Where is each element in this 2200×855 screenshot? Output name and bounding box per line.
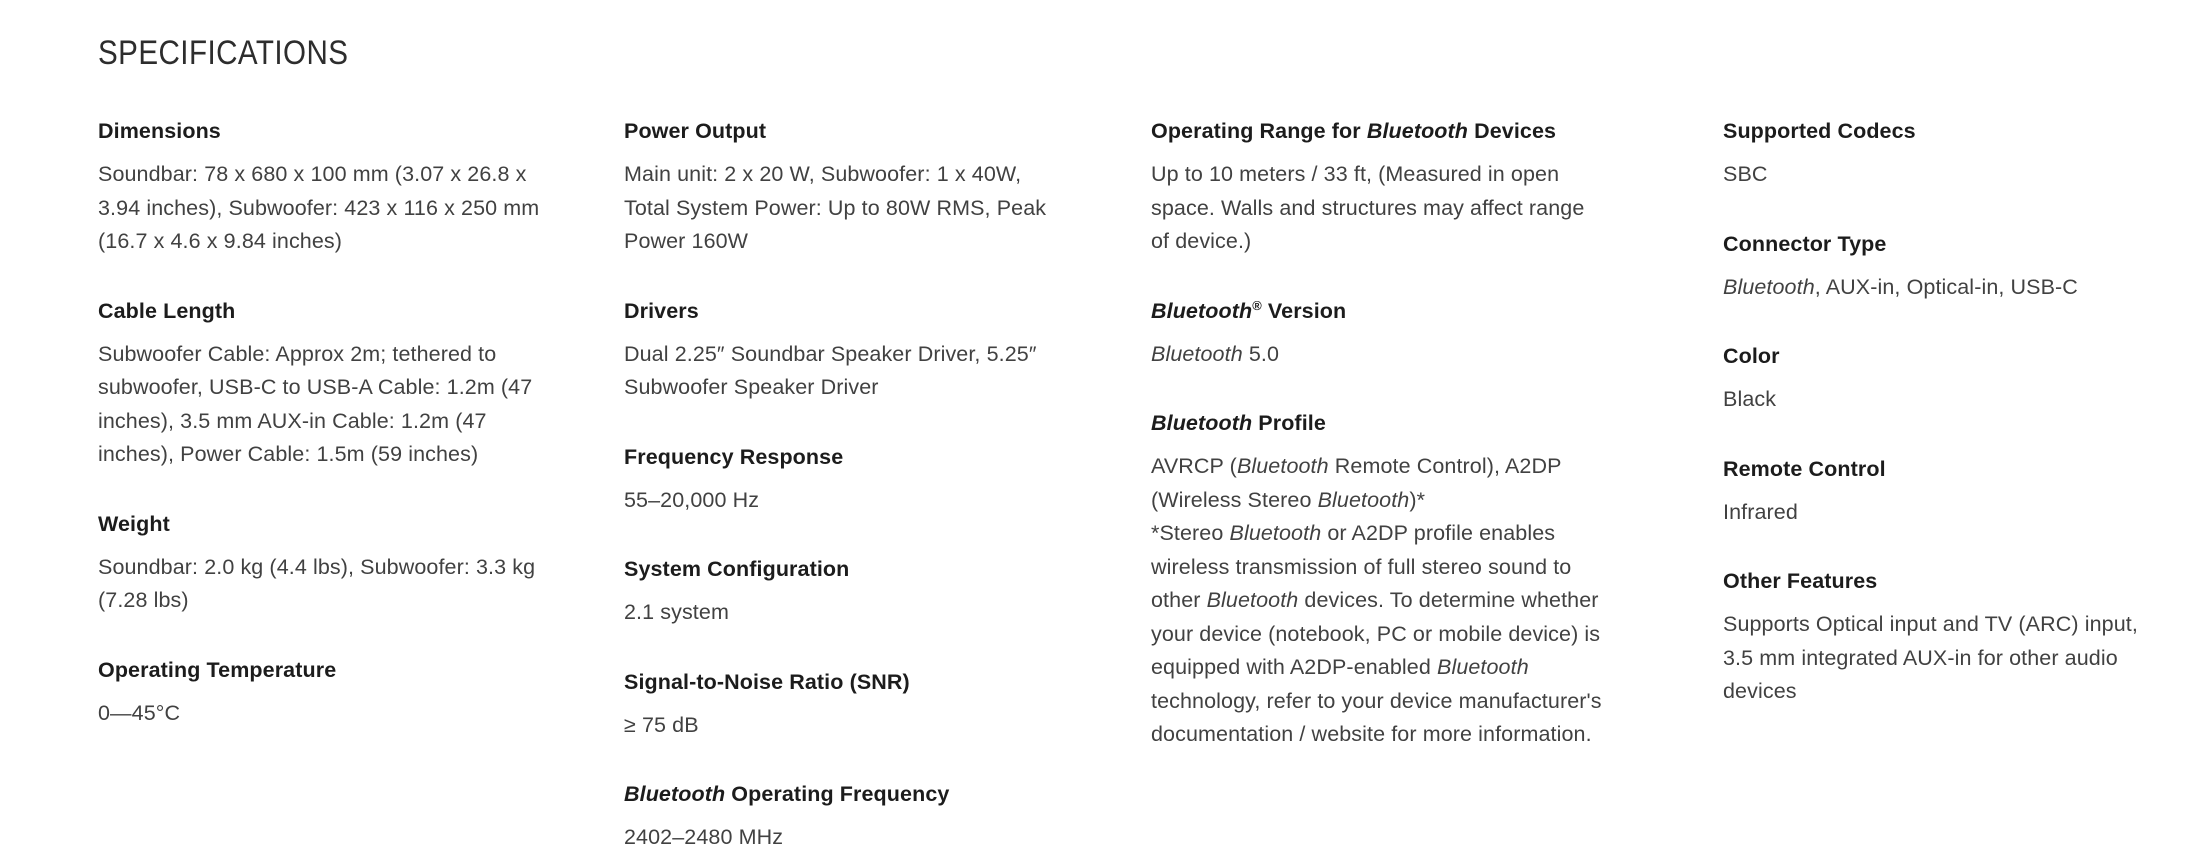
spec-heading-supported-codecs: [1723, 116, 2159, 146]
italic-text: Bluetooth: [624, 782, 726, 806]
text: SBC: [1723, 162, 1768, 186]
spec-section-power-output: [624, 116, 1071, 259]
text: Main unit: 2 x 20 W, Subwoofer: 1 x 40W, Total System Power: Up to 80W RMS, Peak Power 160W: [624, 162, 1053, 253]
text: Operating Range for: [1151, 119, 1367, 143]
spec-value-weight: [98, 551, 543, 618]
spec-section-bluetooth-version: [1151, 296, 1603, 372]
spec-section-supported-codecs: [1723, 116, 2159, 192]
text: Up to 10 meters / 33 ft, (Measured in open space. Walls and structures may affect range of device.): [1151, 162, 1591, 253]
spec-value-color: [1723, 383, 2159, 417]
spec-section-cable-length: [98, 296, 543, 472]
text: Cable Length: [98, 298, 236, 323]
spec-heading-bluetooth-version: [1151, 296, 1603, 326]
spec-column-1: [98, 116, 546, 730]
spec-columns: [98, 116, 2200, 849]
spec-heading-cable-length: [98, 296, 543, 326]
spec-section-bluetooth-operating-frequency: [624, 779, 1071, 855]
italic-text: Bluetooth: [1151, 341, 1243, 366]
text: )* *Stereo: [1151, 487, 1426, 545]
text: 55–20,000 Hz: [624, 487, 760, 512]
spec-section-operating-range-for-bluetooth-devices: [1151, 116, 1603, 259]
spec-section-drivers: [624, 296, 1071, 405]
text: or A2DP profile enables wireless transmission of full stereo sound to other: [1151, 521, 1578, 612]
spec-section-bluetooth-profile: [1151, 408, 1608, 752]
text: Soundbar: 78 x 680 x 100 mm (3.07 x 26.8 x 3.94 inches), Subwoofer: 423 x 116 x 250 mm (16.7 x 4.6 x 9.84 inches): [98, 162, 546, 253]
text: Other Features: [1723, 569, 1878, 593]
text: Drivers: [624, 298, 699, 323]
italic-text: Bluetooth: [1151, 411, 1253, 435]
spec-section-weight: [98, 509, 543, 618]
text: Remote Control: [1723, 456, 1886, 481]
spec-section-color: [1723, 341, 2159, 417]
spec-heading-signal-to-noise-ratio: [624, 667, 1071, 697]
spec-section-other-features: [1723, 566, 2159, 709]
spec-heading-color: [1723, 341, 2159, 371]
spec-heading-weight: [98, 509, 543, 539]
spec-heading-power-output: [624, 116, 1071, 146]
spec-value-operating-temperature: [98, 697, 543, 731]
italic-text: Bluetooth: [1229, 521, 1322, 545]
text: 0—45°C: [98, 700, 181, 725]
text: Operating Temperature: [98, 657, 337, 682]
spec-heading-operating-temperature: [98, 655, 543, 685]
spec-value-bluetooth-operating-frequency: [624, 821, 1071, 855]
spec-value-other-features: [1723, 608, 2159, 709]
text: AVRCP (: [1151, 454, 1237, 478]
italic-text: Bluetooth: [1317, 487, 1410, 512]
spec-value-bluetooth-profile: [1151, 450, 1608, 752]
italic-text: Bluetooth: [1151, 298, 1253, 323]
spec-section-system-configuration: [624, 554, 1071, 630]
text: Operating Frequency: [725, 782, 950, 806]
spec-section-dimensions: [98, 116, 546, 259]
spec-value-frequency-response: [624, 484, 1071, 518]
text: 5.0: [1242, 341, 1280, 366]
spec-section-connector-type: [1723, 229, 2159, 305]
italic-text: Bluetooth: [1437, 655, 1529, 679]
text: Supported Codecs: [1723, 119, 1916, 143]
italic-text: Bluetooth: [1723, 274, 1815, 299]
text: Color: [1723, 344, 1780, 368]
spec-heading-bluetooth-operating-frequency: [624, 779, 1071, 809]
italic-text: Bluetooth: [1236, 454, 1329, 478]
text: Connector Type: [1723, 231, 1887, 256]
text: Dimensions: [98, 119, 221, 143]
spec-section-signal-to-noise-ratio: [624, 667, 1071, 743]
spec-value-power-output: [624, 158, 1071, 259]
text: ≥ 75 dB: [624, 712, 699, 737]
spec-heading-dimensions: [98, 116, 543, 146]
text: Soundbar: 2.0 kg (4.4 lbs), Subwoofer: 3.3 kg (7.28 lbs): [98, 554, 542, 612]
spec-value-operating-range-for-bluetooth-devices: [1151, 158, 1603, 259]
text: Frequency Response: [624, 444, 844, 469]
page-title: SPECIFICATIONS: [98, 34, 349, 72]
text: Remote Control), A2DP (Wireless Stereo: [1151, 454, 1568, 512]
spec-value-dimensions: [98, 158, 546, 259]
text: 2.1 system: [624, 600, 729, 624]
spec-heading-system-configuration: [624, 554, 1071, 584]
spec-heading-remote-control: [1723, 454, 2159, 484]
text: technology, refer to your device manufacturer's documentation / website for more information.: [1151, 655, 1608, 746]
italic-text: Bluetooth: [1366, 119, 1469, 143]
spec-heading-drivers: [624, 296, 1071, 326]
text: System Configuration: [624, 557, 850, 581]
text: Infrared: [1723, 499, 1798, 524]
spec-section-remote-control: [1723, 454, 2159, 530]
spec-column-2: [624, 116, 1071, 855]
spec-value-signal-to-noise-ratio: [624, 709, 1071, 743]
spec-value-cable-length: [98, 338, 543, 472]
text: Devices: [1468, 119, 1557, 143]
spec-heading-operating-range-for-bluetooth-devices: [1151, 116, 1603, 146]
text: Supports Optical input and TV (ARC) input, 3.5 mm integrated AUX-in for other audio devices: [1723, 612, 2144, 703]
spec-section-operating-temperature: [98, 655, 543, 731]
spec-heading-bluetooth-profile: [1151, 408, 1603, 438]
text: Subwoofer Cable: Approx 2m; tethered to subwoofer, USB-C to USB-A Cable: 1.2m (47 inches), 3.5 mm AUX-in Cable: 1.2m (47 inches), Power Cable: 1.5m (59 inches): [98, 341, 539, 466]
spec-value-bluetooth-version: [1151, 338, 1603, 372]
text: Profile: [1252, 411, 1326, 435]
spec-column-3: [1151, 116, 1608, 752]
text: Version: [1261, 298, 1347, 323]
spec-heading-other-features: [1723, 566, 2159, 596]
spec-heading-connector-type: [1723, 229, 2159, 259]
text: Black: [1723, 387, 1777, 411]
text: devices. To determine whether your device (notebook, PC or mobile device) is equipped with A2DP-enabled: [1151, 588, 1607, 679]
spec-column-4: [1723, 116, 2159, 709]
text: Signal-to-Noise Ratio (SNR): [624, 669, 910, 694]
italic-text: Bluetooth: [1206, 588, 1299, 612]
spec-value-remote-control: [1723, 496, 2159, 530]
text: Dual 2.25″ Soundbar Speaker Driver, 5.25″ Subwoofer Speaker Driver: [624, 341, 1043, 399]
text: Power Output: [624, 119, 767, 143]
spec-heading-frequency-response: [624, 442, 1071, 472]
spec-value-connector-type: [1723, 271, 2159, 305]
spec-section-frequency-response: [624, 442, 1071, 518]
text: Weight: [98, 511, 170, 536]
superscript-text: ®: [1252, 297, 1262, 313]
text: 2402–2480 MHz: [624, 825, 784, 849]
text: , AUX-in, Optical-in, USB-C: [1814, 274, 2078, 299]
spec-value-system-configuration: [624, 596, 1071, 630]
spec-value-drivers: [624, 338, 1071, 405]
spec-value-supported-codecs: [1723, 158, 2159, 192]
